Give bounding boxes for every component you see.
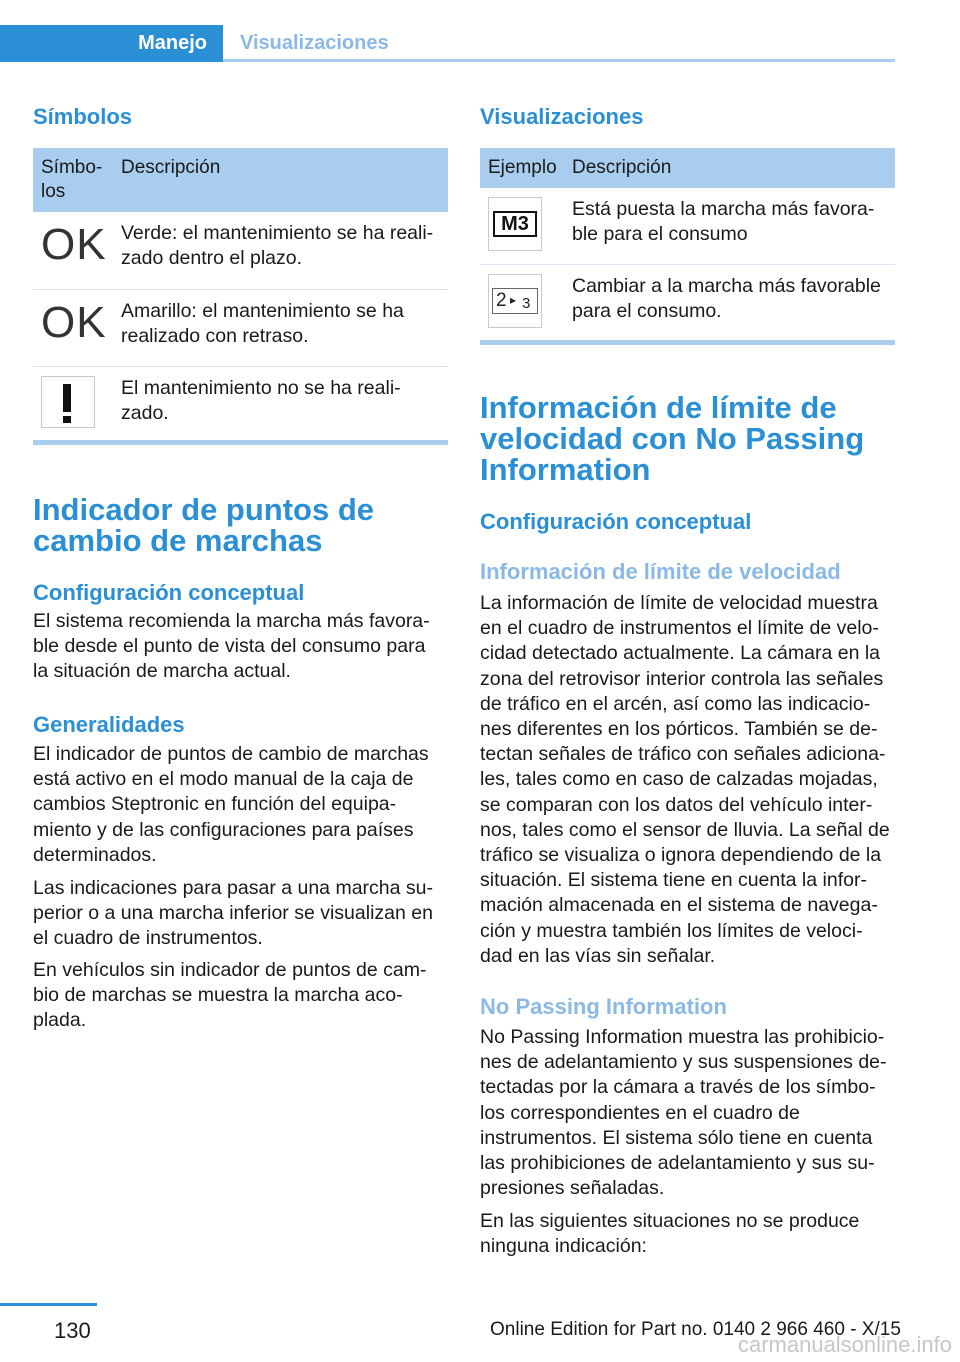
table-row [33,289,448,366]
desc-line: Amarillo: el mantenimiento se ha [121,299,404,322]
example-cell [480,264,564,340]
example-cell [480,188,564,264]
gear-m3-icon [488,197,542,251]
gear-shift-box [492,288,538,314]
paragraph: Las indicaciones para pasar a una marcha su-perior o a una marcha inferior se visualizan en el cuadro de instrumentos. [33,877,433,950]
edition-text: Online Edition for Part no. 0140 2 966 460 - X/15 [490,1319,901,1340]
footer-divider [0,1303,97,1306]
section-title-line: Información de límite de [480,390,837,425]
page-number: 130 [54,1318,91,1343]
example-col-header: Ejemplo [480,148,564,188]
tab-visualizaciones[interactable]: Visualizaciones [240,32,389,54]
table-row [480,188,895,264]
paragraph: No Passing Information muestra las prohibicio-nes de adelantamiento y sus suspensiones de-tectadas por la cámara a través de los símbo-los correspondientes en el cuadro de instrumentos. El sistema sólo tiene en cuenta las prohibiciones de adelantamiento y sus su-presiones señaladas. [480,1026,887,1200]
paragraph: El indicador de puntos de cambio de marchas está activo en el modo manual de la caja de cambios Steptronic en función del equipa-miento y de las configuraciones para países determinados. [33,743,429,866]
ok-green-icon [41,220,107,273]
exclamation-dot [63,416,71,423]
table-end-bar [33,440,448,445]
symbols-table [33,148,448,443]
desc-line: Cambiar a la marcha más favorable [572,274,881,297]
description-col-header: Descripción [113,148,448,212]
desc-line: realizado con retraso. [121,324,309,347]
table-header-row [480,148,895,188]
desc-line: Está puesta la marcha más favora- [572,198,875,220]
subheading-general: Generalidades [33,712,185,737]
section-title-line: cambio de marchas [33,523,323,558]
header-divider [223,59,895,62]
paragraph: En vehículos sin indicador de puntos de cam-bio de marchas se muestra la marcha aco-plada. [33,959,427,1032]
ok-glyph: OK [41,297,107,347]
ok-glyph: OK [41,220,107,269]
description-col-header: Descripción [564,148,895,188]
paragraph: En las siguientes situaciones no se produce ninguna indicación: [480,1210,860,1258]
desc-line: zado dentro el plazo. [121,247,303,269]
desc-line: Verde: el mantenimiento se ha reali- [121,222,434,244]
visualizations-table [480,148,895,340]
description-cell [113,289,448,366]
visualizations-label: Visualizaciones [480,104,644,129]
tab-manejo-label: Manejo [138,32,207,54]
section-title [480,392,864,485]
section-title-line: Information [480,452,651,487]
description-cell [113,366,448,443]
symbols-col-header-line1: Símbo- [41,157,103,178]
symbols-col-header [33,148,113,212]
gear-to: 3 [522,294,531,312]
description-cell [564,188,895,264]
desc-line: para el consumo. [572,299,722,322]
table-row [33,212,448,289]
subheading-no-passing: No Passing Information [480,994,727,1019]
section-title-line: Indicador de puntos de [33,492,375,527]
tab-manejo[interactable] [0,25,223,62]
watermark: carmanualsonline.info [737,1332,952,1357]
symbols-label: Símbolos [33,104,133,129]
subheading-speed-limit: Información de límite de velocidad [480,559,841,584]
paragraph: El sistema recomienda la marcha más favora-ble desde el punto de vista del consumo para la situación de marcha actual. [33,610,430,683]
gear-m3-label: M3 [493,211,537,237]
arrow-right-icon: ▸ [510,292,517,307]
page-header [0,0,960,62]
table-end-bar [480,340,895,345]
description-cell [564,264,895,340]
section-title-line: velocidad con No Passing [480,421,865,456]
table-header-row [33,148,448,212]
symbol-cell [33,366,113,443]
desc-line: zado. [121,401,169,424]
gear-from: 2 [496,289,507,311]
symbols-col-header-line2: los [41,181,66,202]
paragraph: La información de límite de velocidad muestra en el cuadro de instrumentos el límite de velo-cidad detectado actualmente. La cámara en la zona del retrovisor interior controla las señales de tráfico en el arcén, así como las indicacio-nes diferentes en los pórticos. También se de-tectan señales de tráfico con señales adiciona-les, tales como en caso de calzadas mojadas, se comparan con los datos del vehículo inter-nos, tales como el sensor de lluvia. La señal de tráfico se visualiza o ignora dependiendo de la situación. El sistema tiene en cuenta la infor-mación almacenada en el sistema de navega-ción y muestra también los límites de veloci-dad en las vías sin señalar. [480,592,890,967]
symbol-cell [33,212,113,289]
subheading-concept: Configuración conceptual [480,509,752,534]
ok-yellow-icon [41,297,107,351]
exclamation-bar [63,384,71,412]
desc-line: El mantenimiento no se ha reali- [121,376,401,399]
section-title [33,494,374,556]
gear-shift-2-to-3-icon [488,274,542,328]
table-row [480,264,895,340]
description-cell [113,212,448,289]
subheading-concept: Configuración conceptual [33,580,305,605]
symbol-cell [33,289,113,366]
table-row [33,366,448,443]
desc-line: ble para el consumo [572,223,748,245]
exclamation-icon [41,376,95,428]
